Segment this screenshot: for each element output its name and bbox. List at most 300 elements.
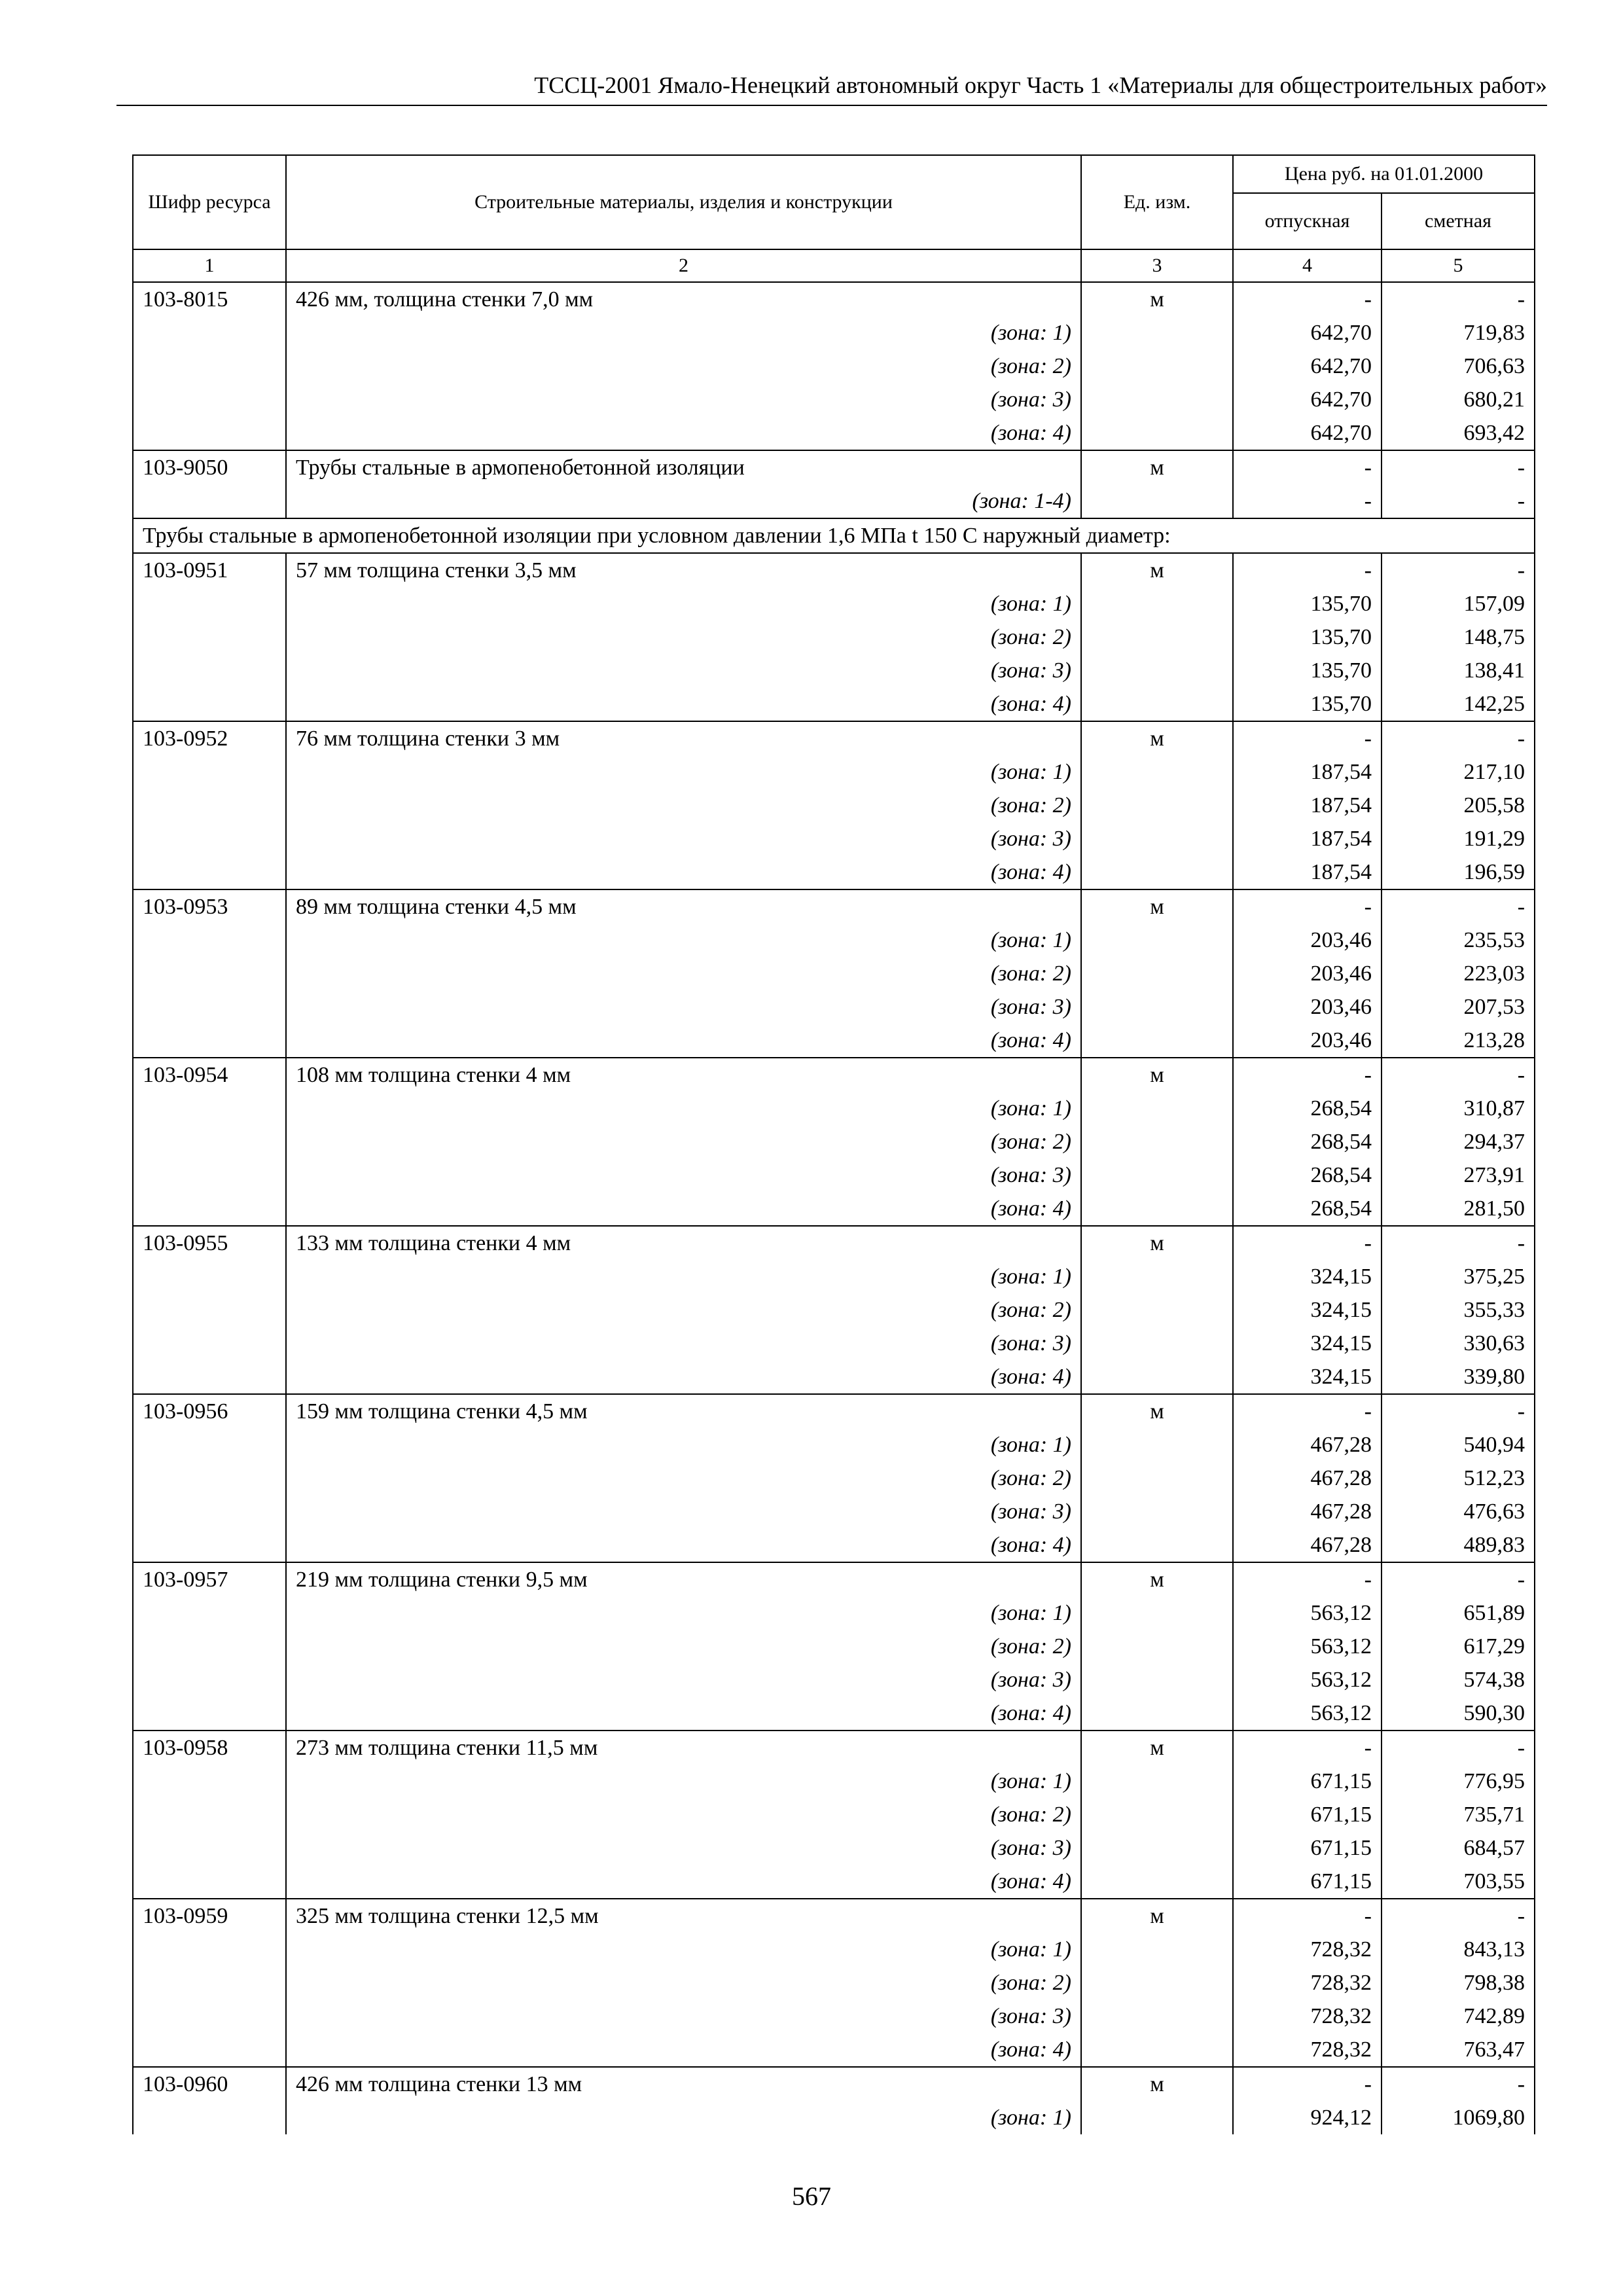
estimate-price: - (1382, 450, 1535, 484)
estimate-price: 217,10 (1382, 755, 1535, 789)
release-price: 671,15 (1233, 1765, 1382, 1798)
release-price: 642,70 (1233, 316, 1382, 350)
unit-empty (1081, 1663, 1233, 1696)
zone-label: (зона: 4) (286, 416, 1081, 450)
release-price: 268,54 (1233, 1192, 1382, 1226)
zone-row (133, 1933, 1535, 1966)
estimate-price: 742,89 (1382, 2000, 1535, 2033)
column-number: 1 (133, 249, 286, 282)
zone-row (133, 957, 1535, 990)
zone-row (133, 1327, 1535, 1360)
release-price: 203,46 (1233, 924, 1382, 957)
zone-row (133, 316, 1535, 350)
material-name: 57 мм толщина стенки 3,5 мм (286, 553, 1081, 587)
zone-label: (зона: 4) (286, 1696, 1081, 1731)
estimate-price: - (1382, 1226, 1535, 1260)
estimate-price: 294,37 (1382, 1125, 1535, 1158)
zone-row (133, 1596, 1535, 1630)
estimate-price: 273,91 (1382, 1158, 1535, 1192)
estimate-price: 693,42 (1382, 416, 1535, 450)
zone-label: (зона: 2) (286, 789, 1081, 822)
estimate-price: - (1382, 2067, 1535, 2101)
estimate-price: - (1382, 484, 1535, 518)
estimate-price: 680,21 (1382, 383, 1535, 416)
zone-row (133, 924, 1535, 957)
release-price: 671,15 (1233, 1865, 1382, 1899)
unit-empty (1081, 484, 1233, 518)
zone-label: (зона: 4) (286, 2033, 1081, 2067)
release-price: 268,54 (1233, 1092, 1382, 1125)
unit-empty (1081, 350, 1233, 383)
zone-row (133, 1630, 1535, 1663)
resource-code-empty (133, 1428, 286, 1462)
zone-label: (зона: 2) (286, 957, 1081, 990)
unit-empty (1081, 1092, 1233, 1125)
release-price: 563,12 (1233, 1663, 1382, 1696)
unit-empty (1081, 2000, 1233, 2033)
material-name: Трубы стальные в армопенобетонной изоляции (286, 450, 1081, 484)
unit-empty (1081, 1158, 1233, 1192)
unit-empty (1081, 990, 1233, 1024)
release-price: - (1233, 889, 1382, 924)
table-row (133, 2067, 1535, 2101)
zone-row (133, 1495, 1535, 1528)
estimate-price: - (1382, 721, 1535, 755)
resource-code-empty (133, 2033, 286, 2067)
zone-label: (зона: 3) (286, 990, 1081, 1024)
release-price: 467,28 (1233, 1428, 1382, 1462)
unit-empty (1081, 1831, 1233, 1865)
estimate-price: 339,80 (1382, 1360, 1535, 1394)
release-price: 324,15 (1233, 1293, 1382, 1327)
estimate-price: 310,87 (1382, 1092, 1535, 1125)
zone-label: (зона: 1) (286, 1092, 1081, 1125)
estimate-price: 207,53 (1382, 990, 1535, 1024)
unit-empty (1081, 2033, 1233, 2067)
unit-of-measure: м (1081, 721, 1233, 755)
unit-empty (1081, 1495, 1233, 1528)
zone-label: (зона: 3) (286, 1327, 1081, 1360)
estimate-price: - (1382, 1562, 1535, 1596)
release-price: - (1233, 1058, 1382, 1092)
release-price: 187,54 (1233, 822, 1382, 855)
resource-code: 103-0956 (133, 1394, 286, 1428)
release-price: 135,70 (1233, 620, 1382, 654)
resource-code-empty (133, 1293, 286, 1327)
zone-label: (зона: 3) (286, 1663, 1081, 1696)
table-row (133, 282, 1535, 316)
resource-code-empty (133, 1192, 286, 1226)
zone-row (133, 383, 1535, 416)
release-price: 642,70 (1233, 350, 1382, 383)
column-number-row (133, 249, 1535, 282)
zone-label: (зона: 1) (286, 755, 1081, 789)
resource-code-empty (133, 1462, 286, 1495)
estimate-price: 617,29 (1382, 1630, 1535, 1663)
estimate-price: 355,33 (1382, 1293, 1535, 1327)
resource-code-empty (133, 484, 286, 518)
release-price: - (1233, 1899, 1382, 1933)
release-price: - (1233, 553, 1382, 587)
header-rule (116, 105, 1547, 106)
release-price: 187,54 (1233, 755, 1382, 789)
zone-label: (зона: 3) (286, 1158, 1081, 1192)
resource-code: 103-0951 (133, 553, 286, 587)
release-price: - (1233, 1394, 1382, 1428)
column-number: 5 (1382, 249, 1535, 282)
release-price: 135,70 (1233, 654, 1382, 687)
release-price: - (1233, 484, 1382, 518)
resource-code-empty (133, 924, 286, 957)
resource-code-empty (133, 416, 286, 450)
zone-label: (зона: 2) (286, 620, 1081, 654)
unit-empty (1081, 755, 1233, 789)
zone-row (133, 350, 1535, 383)
unit-empty (1081, 1630, 1233, 1663)
zone-row (133, 1125, 1535, 1158)
estimate-price: - (1382, 1058, 1535, 1092)
zone-label: (зона: 3) (286, 1831, 1081, 1865)
zone-label: (зона: 2) (286, 1966, 1081, 2000)
unit-empty (1081, 1462, 1233, 1495)
resource-code-empty (133, 822, 286, 855)
resource-code-empty (133, 1360, 286, 1394)
estimate-price: 735,71 (1382, 1798, 1535, 1831)
release-price: 642,70 (1233, 416, 1382, 450)
resource-code: 103-0960 (133, 2067, 286, 2101)
material-name: 325 мм толщина стенки 12,5 мм (286, 1899, 1081, 1933)
resource-code-empty (133, 654, 286, 687)
resource-code-empty (133, 1596, 286, 1630)
estimate-price: - (1382, 1394, 1535, 1428)
zone-label: (зона: 1) (286, 1428, 1081, 1462)
unit-empty (1081, 789, 1233, 822)
table-row (133, 889, 1535, 924)
resource-code-empty (133, 1933, 286, 1966)
unit-of-measure: м (1081, 1899, 1233, 1933)
estimate-price: 512,23 (1382, 1462, 1535, 1495)
resource-code: 103-0955 (133, 1226, 286, 1260)
resource-code-empty (133, 2000, 286, 2033)
unit-empty (1081, 855, 1233, 889)
zone-label: (зона: 4) (286, 687, 1081, 721)
section-title: Трубы стальные в армопенобетонной изоляции при условном давлении 1,6 МПа t 150 С наружный диаметр: (133, 518, 1535, 553)
unit-of-measure: м (1081, 1058, 1233, 1092)
estimate-price: 157,09 (1382, 587, 1535, 620)
table-row (133, 553, 1535, 587)
resource-code: 103-0959 (133, 1899, 286, 1933)
unit-empty (1081, 822, 1233, 855)
release-price: 324,15 (1233, 1360, 1382, 1394)
unit-empty (1081, 924, 1233, 957)
zone-label: (зона: 3) (286, 822, 1081, 855)
release-price: - (1233, 1731, 1382, 1765)
estimate-price: 703,55 (1382, 1865, 1535, 1899)
column-number: 2 (286, 249, 1081, 282)
zone-label: (зона: 2) (286, 1462, 1081, 1495)
resource-code-empty (133, 350, 286, 383)
resource-code-empty (133, 855, 286, 889)
unit-empty (1081, 1125, 1233, 1158)
resource-code-empty (133, 620, 286, 654)
release-price: - (1233, 1562, 1382, 1596)
zone-row (133, 1092, 1535, 1125)
zone-label: (зона: 4) (286, 1024, 1081, 1058)
release-price: - (1233, 450, 1382, 484)
release-price: 203,46 (1233, 1024, 1382, 1058)
estimate-price: 191,29 (1382, 822, 1535, 855)
zone-label: (зона: 1) (286, 1933, 1081, 1966)
resource-code-empty (133, 1831, 286, 1865)
release-price: - (1233, 1226, 1382, 1260)
unit-empty (1081, 654, 1233, 687)
header-estimate-price: сметная (1382, 193, 1535, 249)
zone-row (133, 1831, 1535, 1865)
resource-code-empty (133, 687, 286, 721)
resource-code-empty (133, 1024, 286, 1058)
release-price: 467,28 (1233, 1495, 1382, 1528)
resource-code-empty (133, 1663, 286, 1696)
release-price: 924,12 (1233, 2101, 1382, 2134)
release-price: 563,12 (1233, 1696, 1382, 1731)
release-price: 671,15 (1233, 1798, 1382, 1831)
zone-row (133, 1428, 1535, 1462)
zone-row (133, 1024, 1535, 1058)
zone-label: (зона: 1-4) (286, 484, 1081, 518)
estimate-price: 330,63 (1382, 1327, 1535, 1360)
unit-empty (1081, 1798, 1233, 1831)
resource-code-empty (133, 316, 286, 350)
zone-row (133, 1865, 1535, 1899)
material-name: 108 мм толщина стенки 4 мм (286, 1058, 1081, 1092)
resource-code: 103-0957 (133, 1562, 286, 1596)
release-price: 203,46 (1233, 957, 1382, 990)
zone-label: (зона: 1) (286, 2101, 1081, 2134)
release-price: 728,32 (1233, 1933, 1382, 1966)
unit-empty (1081, 1865, 1233, 1899)
unit-empty (1081, 687, 1233, 721)
resource-code-empty (133, 1327, 286, 1360)
resource-code-empty (133, 1798, 286, 1831)
resource-code-empty (133, 383, 286, 416)
release-price: 187,54 (1233, 789, 1382, 822)
release-price: 467,28 (1233, 1528, 1382, 1562)
unit-of-measure: м (1081, 2067, 1233, 2101)
zone-row (133, 789, 1535, 822)
table-row (133, 721, 1535, 755)
zone-row (133, 990, 1535, 1024)
column-number: 4 (1233, 249, 1382, 282)
estimate-price: 489,83 (1382, 1528, 1535, 1562)
zone-label: (зона: 3) (286, 1495, 1081, 1528)
zone-row (133, 620, 1535, 654)
zone-row (133, 755, 1535, 789)
zone-label: (зона: 1) (286, 924, 1081, 957)
zone-label: (зона: 1) (286, 1260, 1081, 1293)
zone-row (133, 1192, 1535, 1226)
estimate-price: - (1382, 1899, 1535, 1933)
zone-label: (зона: 4) (286, 1360, 1081, 1394)
release-price: 324,15 (1233, 1327, 1382, 1360)
zone-label: (зона: 4) (286, 1865, 1081, 1899)
header-unit: Ед. изм. (1081, 155, 1233, 249)
unit-empty (1081, 1696, 1233, 1731)
zone-row (133, 1293, 1535, 1327)
zone-label: (зона: 3) (286, 654, 1081, 687)
table-row (133, 1731, 1535, 1765)
zone-row (133, 654, 1535, 687)
estimate-price: 375,25 (1382, 1260, 1535, 1293)
zone-row (133, 1158, 1535, 1192)
resource-code-empty (133, 1158, 286, 1192)
release-price: 467,28 (1233, 1462, 1382, 1495)
table-body (133, 282, 1535, 2134)
release-price: 135,70 (1233, 687, 1382, 721)
material-name: 426 мм, толщина стенки 7,0 мм (286, 282, 1081, 316)
header-price-group: Цена руб. на 01.01.2000 (1233, 155, 1535, 193)
zone-label: (зона: 1) (286, 316, 1081, 350)
table-row (133, 1899, 1535, 1933)
release-price: 203,46 (1233, 990, 1382, 1024)
zone-label: (зона: 2) (286, 350, 1081, 383)
zone-row (133, 1528, 1535, 1562)
zone-label: (зона: 3) (286, 383, 1081, 416)
resource-code-empty (133, 1260, 286, 1293)
release-price: 728,32 (1233, 2000, 1382, 2033)
unit-empty (1081, 957, 1233, 990)
estimate-price: 205,58 (1382, 789, 1535, 822)
release-price: 324,15 (1233, 1260, 1382, 1293)
estimate-price: 1069,80 (1382, 2101, 1535, 2134)
zone-label: (зона: 2) (286, 1630, 1081, 1663)
resource-code-empty (133, 587, 286, 620)
resource-code-empty (133, 1696, 286, 1731)
zone-row (133, 587, 1535, 620)
resource-code-empty (133, 1495, 286, 1528)
estimate-price: 213,28 (1382, 1024, 1535, 1058)
estimate-price: 684,57 (1382, 1831, 1535, 1865)
material-name: 273 мм толщина стенки 11,5 мм (286, 1731, 1081, 1765)
resource-code-empty (133, 755, 286, 789)
zone-label: (зона: 1) (286, 1596, 1081, 1630)
zone-row (133, 687, 1535, 721)
unit-empty (1081, 1024, 1233, 1058)
zone-row (133, 1462, 1535, 1495)
estimate-price: 540,94 (1382, 1428, 1535, 1462)
unit-of-measure: м (1081, 1562, 1233, 1596)
estimate-price: - (1382, 1731, 1535, 1765)
release-price: - (1233, 721, 1382, 755)
estimate-price: 223,03 (1382, 957, 1535, 990)
estimate-price: 196,59 (1382, 855, 1535, 889)
unit-empty (1081, 416, 1233, 450)
header-release-price: отпускная (1233, 193, 1382, 249)
resource-code-empty (133, 957, 286, 990)
unit-empty (1081, 1933, 1233, 1966)
estimate-price: 574,38 (1382, 1663, 1535, 1696)
resource-code-empty (133, 1865, 286, 1899)
resource-code-empty (133, 990, 286, 1024)
estimate-price: 651,89 (1382, 1596, 1535, 1630)
unit-empty (1081, 1327, 1233, 1360)
estimate-price: - (1382, 889, 1535, 924)
resource-code: 103-0954 (133, 1058, 286, 1092)
release-price: 728,32 (1233, 2033, 1382, 2067)
unit-empty (1081, 1293, 1233, 1327)
unit-empty (1081, 1528, 1233, 1562)
estimate-price: 763,47 (1382, 2033, 1535, 2067)
release-price: 671,15 (1233, 1831, 1382, 1865)
unit-empty (1081, 1428, 1233, 1462)
zone-row (133, 2101, 1535, 2134)
unit-of-measure: м (1081, 282, 1233, 316)
unit-empty (1081, 1360, 1233, 1394)
zone-label: (зона: 1) (286, 587, 1081, 620)
material-name: 426 мм толщина стенки 13 мм (286, 2067, 1081, 2101)
release-price: 642,70 (1233, 383, 1382, 416)
unit-of-measure: м (1081, 450, 1233, 484)
unit-of-measure: м (1081, 889, 1233, 924)
estimate-price: - (1382, 553, 1535, 587)
zone-label: (зона: 2) (286, 1293, 1081, 1327)
material-name: 76 мм толщина стенки 3 мм (286, 721, 1081, 755)
unit-of-measure: м (1081, 1731, 1233, 1765)
estimate-price: 476,63 (1382, 1495, 1535, 1528)
release-price: - (1233, 282, 1382, 316)
release-price: 268,54 (1233, 1158, 1382, 1192)
zone-row (133, 2033, 1535, 2067)
release-price: 728,32 (1233, 1966, 1382, 2000)
estimate-price: 798,38 (1382, 1966, 1535, 2000)
page-number: 567 (792, 2181, 831, 2211)
material-name: 159 мм толщина стенки 4,5 мм (286, 1394, 1081, 1428)
resource-code: 103-9050 (133, 450, 286, 484)
zone-row (133, 1696, 1535, 1731)
unit-empty (1081, 620, 1233, 654)
resource-code: 103-8015 (133, 282, 286, 316)
table-row (133, 450, 1535, 484)
zone-row (133, 1663, 1535, 1696)
zone-row (133, 1360, 1535, 1394)
estimate-price: - (1382, 282, 1535, 316)
material-name: 133 мм толщина стенки 4 мм (286, 1226, 1081, 1260)
release-price: 563,12 (1233, 1596, 1382, 1630)
zone-row (133, 1966, 1535, 2000)
estimate-price: 148,75 (1382, 620, 1535, 654)
resource-code: 103-0958 (133, 1731, 286, 1765)
resource-code-empty (133, 789, 286, 822)
table-row (133, 1562, 1535, 1596)
resource-code: 103-0952 (133, 721, 286, 755)
zone-row (133, 855, 1535, 889)
estimate-price: 719,83 (1382, 316, 1535, 350)
estimate-price: 843,13 (1382, 1933, 1535, 1966)
zone-label: (зона: 4) (286, 855, 1081, 889)
unit-empty (1081, 383, 1233, 416)
zone-label: (зона: 2) (286, 1125, 1081, 1158)
unit-empty (1081, 2101, 1233, 2134)
resource-code-empty (133, 1528, 286, 1562)
unit-empty (1081, 587, 1233, 620)
estimate-price: 235,53 (1382, 924, 1535, 957)
release-price: 268,54 (1233, 1125, 1382, 1158)
unit-of-measure: м (1081, 553, 1233, 587)
material-name: 89 мм толщина стенки 4,5 мм (286, 889, 1081, 924)
estimate-price: 281,50 (1382, 1192, 1535, 1226)
unit-empty (1081, 1596, 1233, 1630)
price-table (132, 154, 1535, 2134)
zone-row (133, 1260, 1535, 1293)
